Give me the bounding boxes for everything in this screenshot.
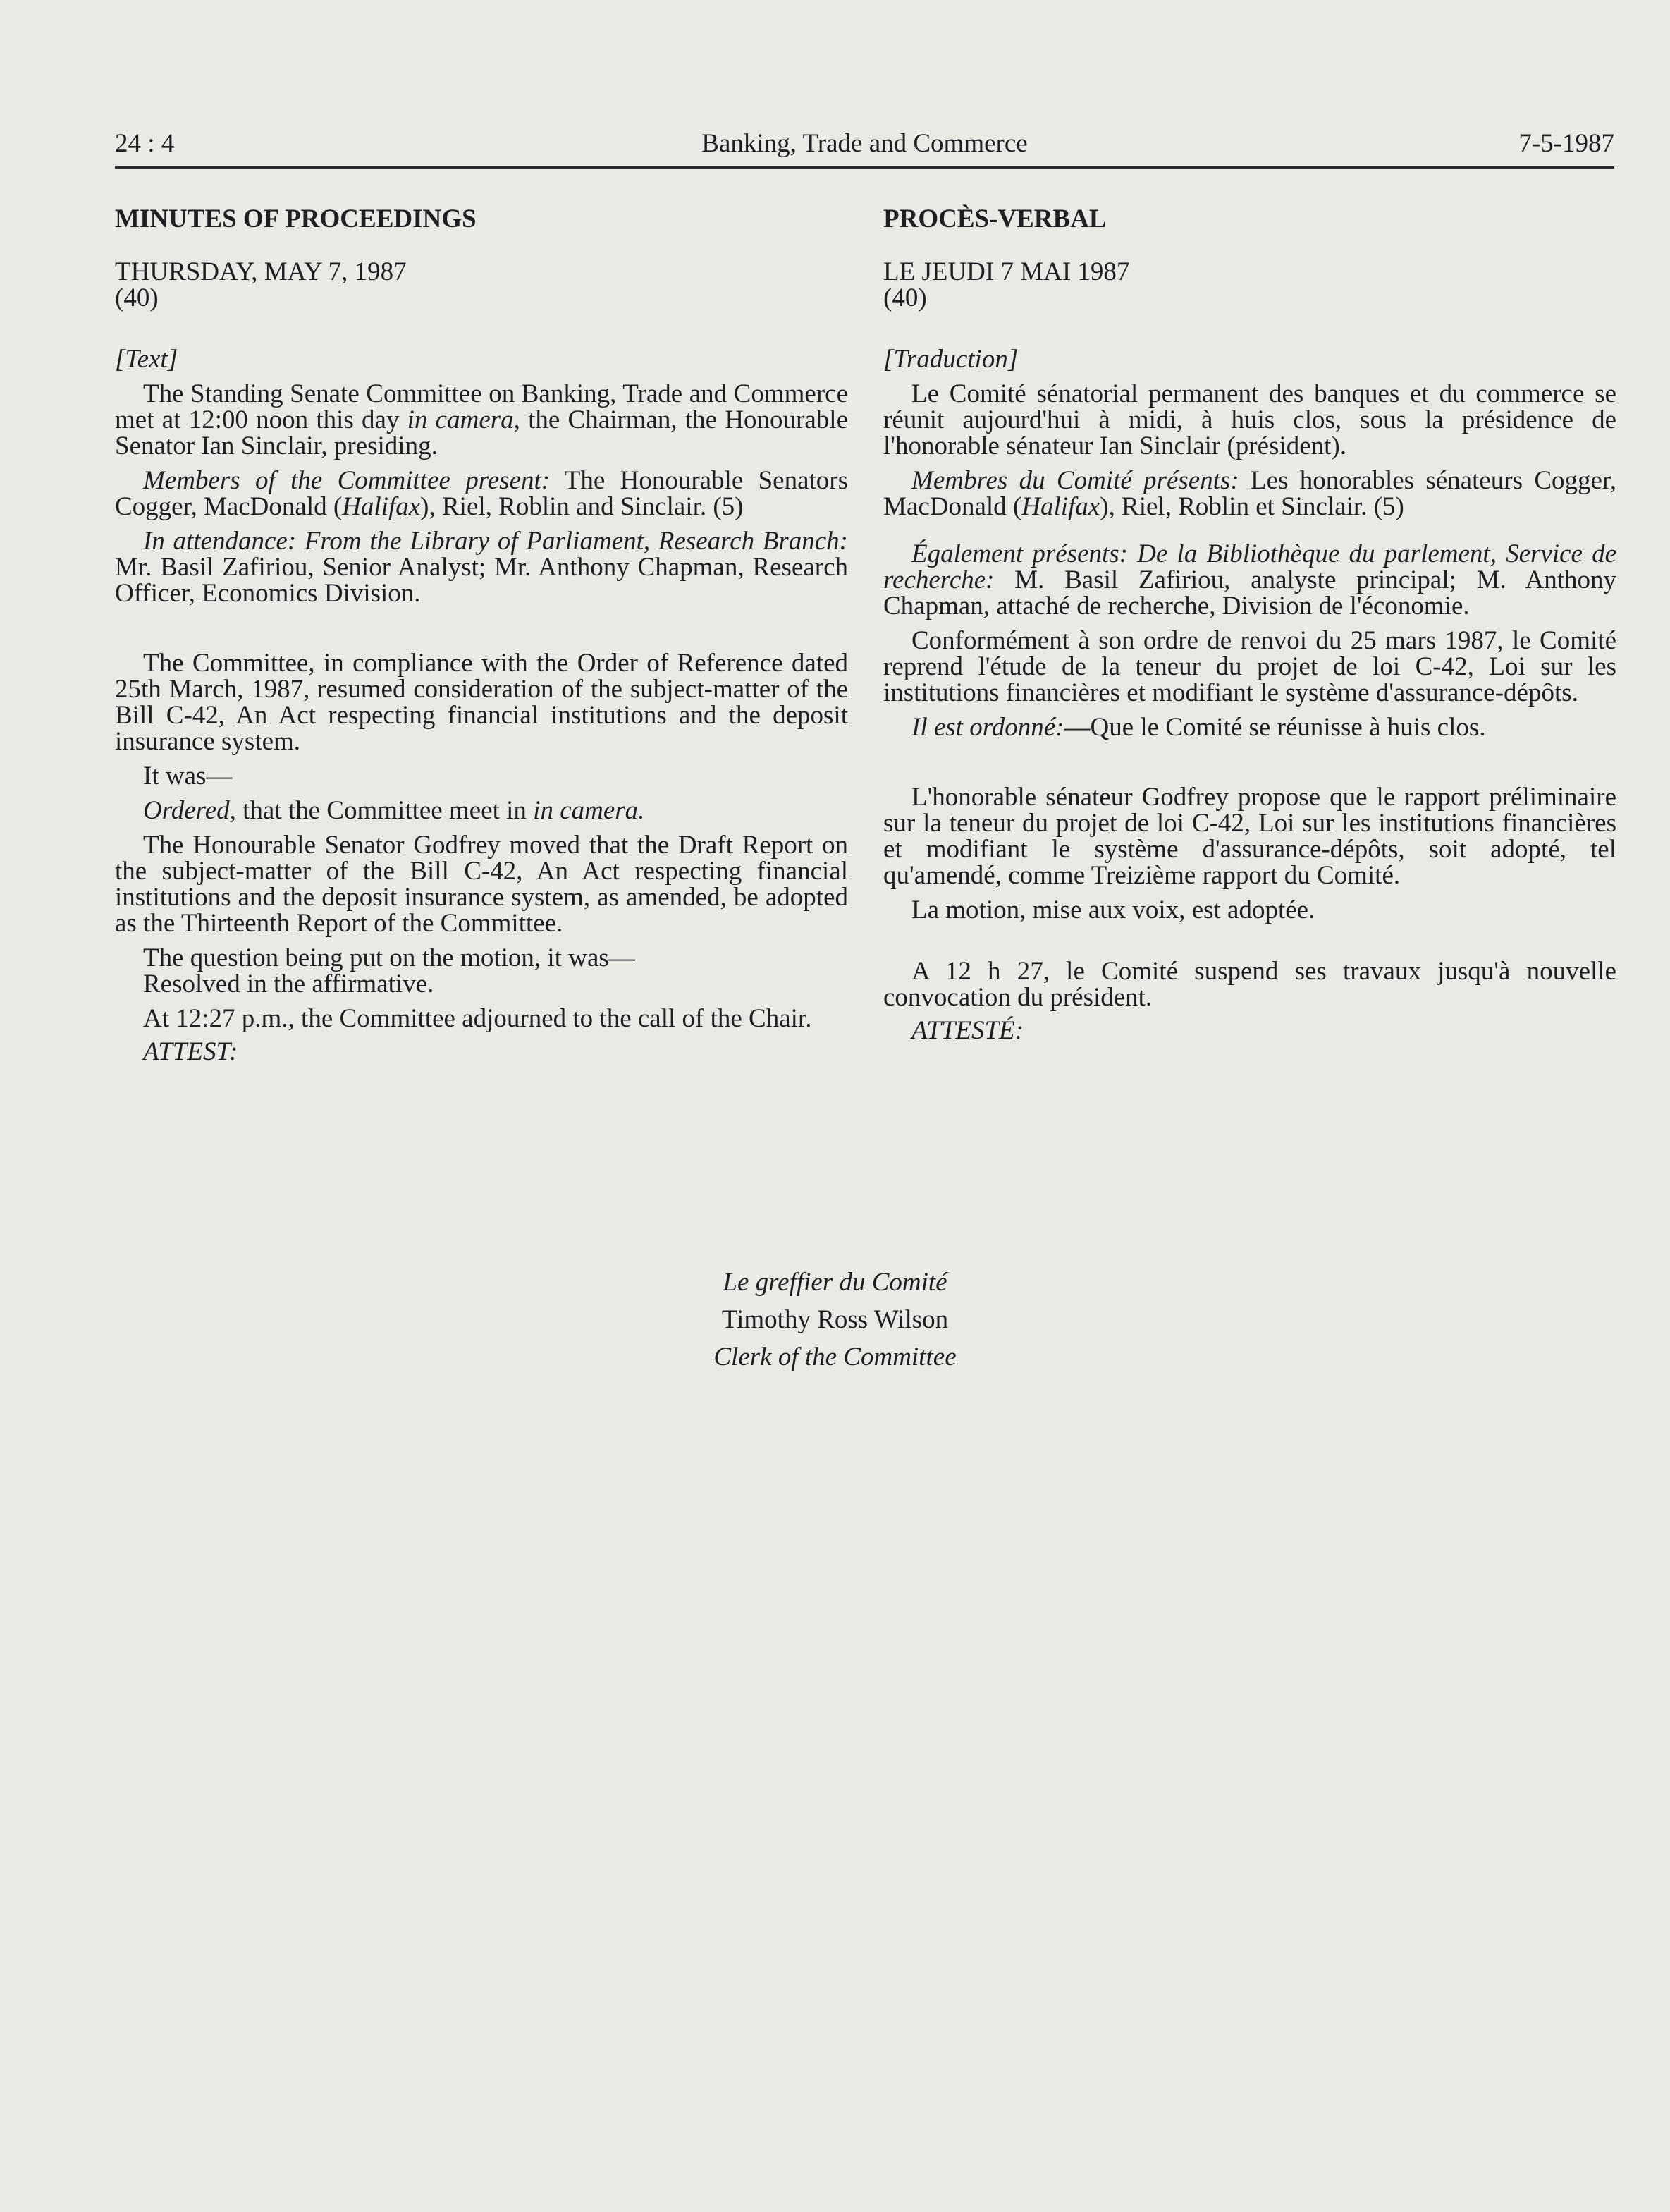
header-rule [115, 166, 1614, 169]
french-motion: La motion, mise aux voix, est adoptée. [911, 896, 1315, 924]
french-number: (40) [883, 283, 927, 312]
french-attendance: Également présents: De la Bibliothèque du parlement, Service de recherche: M. Basil Zafiriou, analyste principal; M. Anthony Chapman, attaché de recherche, Division de l'économie. [883, 539, 1616, 621]
english-paragraph-1: The Standing Senate Committee on Banking, Trade and Commerce met at 12:00 noon this day in camera, the Chairman, the Honourable Senator Ian Sinclair, presiding. [115, 379, 848, 460]
english-adjourn: At 12:27 p.m., the Committee adjourned to the call of the Chair. [143, 1004, 812, 1033]
french-date-line: LE JEUDI 7 MAI 1987 [883, 257, 1130, 286]
clerk-name: Timothy Ross Wilson [721, 1305, 949, 1334]
english-resolved: Resolved in the affirmative. [143, 970, 434, 998]
french-members: Membres du Comité présents: Les honorables sénateurs Cogger, MacDonald (Halifax), Riel, Roblin et Sinclair. (5) [883, 466, 1617, 521]
english-date-line: THURSDAY, MAY 7, 1987 [115, 257, 407, 286]
english-ordered: Ordered, that the Committee meet in in camera. [143, 796, 645, 825]
french-ordered: Il est ordonné:—Que le Comité se réunisse à huis clos. [911, 713, 1486, 742]
french-adjourn: A 12 h 27, le Comité suspend ses travaux jusqu'à nouvelle convocation du président. [883, 957, 1616, 1012]
french-attest: ATTESTÉ: [911, 1016, 1024, 1045]
french-column [883, 197, 1616, 1044]
header-date: 7-5-1987 [1518, 129, 1614, 158]
french-heading: PROCÈS-VERBAL [883, 204, 1107, 233]
french-paragraph-3: L'honorable sénateur Godfrey propose que le rapport préliminaire sur la teneur du projet de loi C-42, Loi sur les institutions financières et modifiant le système d'assurance-dépôts, soit adopté, tel qu'amendé, comme Treizième rapport du Comité. [883, 783, 1616, 890]
english-attendance: In attendance: From the Library of Parliament, Research Branch: Mr. Basil Zafiriou, Senior Analyst; Mr. Anthony Chapman, Research Officer, Economics Division. [115, 527, 848, 608]
page-header [115, 128, 1614, 171]
english-attest: ATTEST: [143, 1037, 238, 1066]
english-column [115, 197, 848, 1065]
english-heading: MINUTES OF PROCEEDINGS [115, 204, 477, 233]
english-number: (40) [115, 283, 159, 312]
clerk-title-english: Clerk of the Committee [713, 1343, 957, 1371]
french-paragraph-1: Le Comité sénatorial permanent des banques et du commerce se réunit aujourd'hui à midi, à huis clos, sous la présidence de l'honorable sénateur Ian Sinclair (président). [883, 379, 1616, 460]
english-text-label: [Text] [115, 345, 178, 374]
page-number: 24 : 4 [115, 129, 175, 158]
signature-block [0, 1269, 1670, 1381]
clerk-title-french: Le greffier du Comité [723, 1268, 947, 1297]
running-title: Banking, Trade and Commerce [701, 129, 1028, 158]
english-members: Members of the Committee present: The Honourable Senators Cogger, MacDonald (Halifax), Riel, Roblin and Sinclair. (5) [115, 466, 848, 521]
french-text-label: [Traduction] [883, 345, 1019, 374]
english-paragraph-2: The Committee, in compliance with the Order of Reference dated 25th March, 1987, resumed consideration of the subject-matter of the Bill C-42, An Act respecting financial institutions and the deposit insurance system. [115, 649, 848, 756]
french-paragraph-2: Conformément à son ordre de renvoi du 25 mars 1987, le Comité reprend l'étude de la teneur du projet de loi C-42, Loi sur les institutions financières et modifiant le système d'assurance-dépôts. [883, 626, 1616, 707]
english-it-was: It was— [143, 762, 233, 790]
english-question: The question being put on the motion, it was— [143, 943, 635, 972]
english-paragraph-3: The Honourable Senator Godfrey moved that the Draft Report on the subject-matter of the Bill C-42, An Act respecting financial institutions and the deposit insurance system, as amended, be adopted as the Thirteenth Report of the Committee. [115, 831, 848, 938]
